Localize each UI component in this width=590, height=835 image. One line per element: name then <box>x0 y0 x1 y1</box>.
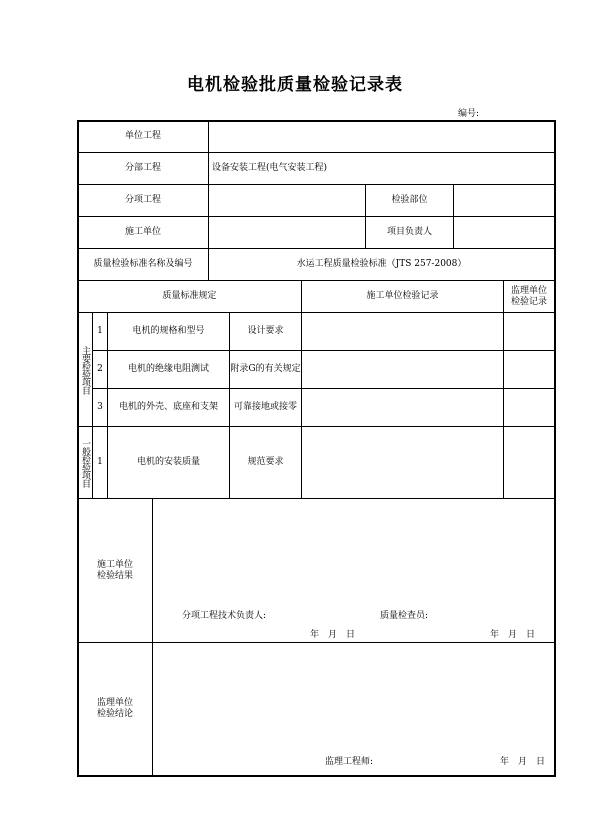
unit-project-value[interactable] <box>209 121 554 152</box>
main-item-2-record[interactable] <box>302 351 503 388</box>
main-item-3-no: 3 <box>97 402 103 412</box>
supervisor-conclusion-label-line1: 监理单位 <box>96 698 133 708</box>
main-item-2-supervisor[interactable] <box>504 351 554 388</box>
main-item-1-record[interactable] <box>302 313 503 350</box>
supervisor-conclusion-label <box>78 643 152 775</box>
supervisor-conclusion-label-line2: 检验结论 <box>96 709 133 719</box>
page-title: 电机检验批质量检验记录表 <box>187 75 403 95</box>
main-items-group-label: 主要检验项目 <box>80 345 90 394</box>
supervisor-date: 年 月 日 <box>500 757 546 767</box>
main-item-2-requirement: 附录G的有关规定 <box>230 364 301 374</box>
construction-date-1: 年 月 日 <box>310 630 356 640</box>
construction-unit-value[interactable] <box>209 217 365 248</box>
construction-date-2: 年 月 日 <box>490 630 536 640</box>
doc-number-label: 编号: <box>458 109 480 119</box>
quality-standard-header: 质量标准规定 <box>162 291 217 301</box>
inspect-location-value[interactable] <box>454 185 554 216</box>
main-item-2-name: 电机的绝缘电阻测试 <box>127 364 209 374</box>
project-leader-label: 项目负责人 <box>386 227 432 237</box>
construction-result-label-line1: 施工单位 <box>96 559 133 570</box>
construction-unit-label: 施工单位 <box>124 227 161 237</box>
construction-record-header: 施工单位检验记录 <box>366 291 439 301</box>
general-item-1-requirement: 规范要求 <box>247 457 284 467</box>
main-item-1-name: 电机的规格和型号 <box>132 326 205 336</box>
quality-inspector-label: 质量检查员: <box>380 611 429 621</box>
supervisor-engineer-label: 监理工程师: <box>325 757 374 767</box>
sub-project-value[interactable] <box>209 185 365 216</box>
main-item-3-name: 电机的外壳、底座和支架 <box>118 402 218 412</box>
supervisor-record-header-line2: 检验记录 <box>510 296 547 307</box>
construction-result-label-line2: 检验结果 <box>96 570 133 581</box>
standard-label: 质量检验标准名称及编号 <box>93 259 193 269</box>
general-item-1-name: 电机的安装质量 <box>136 457 200 467</box>
supervisor-record-header <box>504 281 554 312</box>
general-items-group-label: 一般检验项目 <box>80 438 90 487</box>
supervisor-record-header-line1: 监理单位 <box>510 285 547 296</box>
main-item-2-no: 2 <box>97 364 103 374</box>
main-item-1-supervisor[interactable] <box>504 313 554 350</box>
unit-project-label: 单位工程 <box>124 131 161 141</box>
standard-value: 水运工程质量检验标准（JTS 257-2008） <box>296 259 467 269</box>
main-item-3-supervisor[interactable] <box>504 389 554 426</box>
division-project-value[interactable]: 设备安装工程(电气安装工程) <box>212 163 328 173</box>
project-leader-value[interactable] <box>454 217 554 248</box>
division-project-label: 分部工程 <box>124 163 161 173</box>
general-item-1-supervisor[interactable] <box>504 427 554 498</box>
tech-leader-label: 分项工程技术负责人: <box>182 611 267 621</box>
general-item-1-no: 1 <box>97 457 103 467</box>
main-item-1-requirement: 设计要求 <box>247 326 284 336</box>
general-item-1-record[interactable] <box>302 427 503 498</box>
main-item-3-requirement: 可靠接地或接零 <box>233 402 297 412</box>
main-item-3-record[interactable] <box>302 389 503 426</box>
main-item-1-no: 1 <box>97 326 103 336</box>
sub-project-label: 分项工程 <box>124 195 161 205</box>
inspect-location-label: 检验部位 <box>391 195 428 205</box>
construction-result-label <box>78 499 152 642</box>
